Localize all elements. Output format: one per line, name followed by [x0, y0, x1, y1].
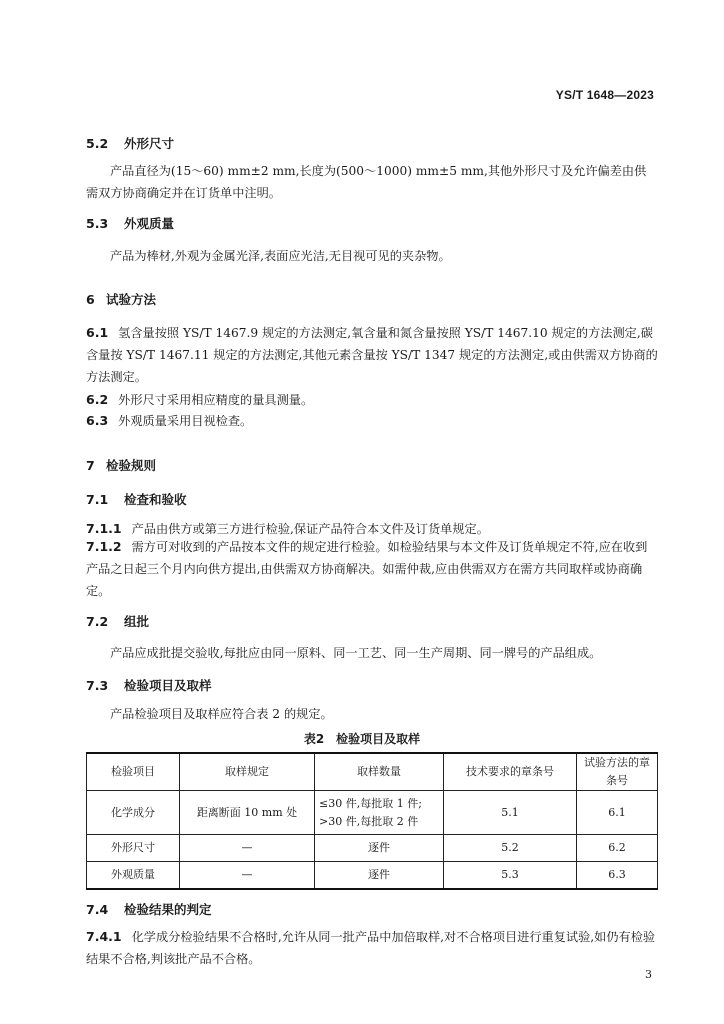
clause-number: 6.2: [86, 392, 109, 407]
section-7-2-heading: [86, 612, 149, 630]
table-cell: 外观质量: [87, 862, 180, 890]
table-row: [87, 835, 658, 862]
table-cell: —: [180, 835, 315, 862]
section-6-2: [86, 391, 313, 408]
inspection-table: [86, 752, 658, 890]
table-cell: 6.3: [577, 862, 658, 890]
clause-text: 氢含量按照 YS/T 1467.9 规定的方法测定,氧含量和氮含量按照 YS/T 1467.10 规定的方法测定,碳含量按 YS/T 1467.11 规定的方法测定,其他元素含量按 YS/T 1347 规定的方法测定,或由供需双方协商的方法测定。: [86, 326, 658, 384]
quantity-line: ≤30 件,每批取 1 件;: [319, 796, 422, 810]
table-header-cell: 检验项目: [87, 753, 180, 791]
table-cell: 5.3: [444, 862, 577, 890]
clause-number: 7.1.2: [86, 539, 122, 554]
section-number: 7.1: [86, 492, 109, 507]
section-title: 组批: [124, 614, 150, 629]
section-5-3-text: 产品为棒材,外观为金属光泽,表面应光洁,无目视可见的夹杂物。: [110, 249, 451, 263]
clause-text: 化学成分检验结果不合格时,允许从同一批产品中加倍取样,对不合格项目进行重复试验,如仍有检验结果不合格,判该批产品不合格。: [86, 930, 656, 966]
clause-text: 外形尺寸采用相应精度的量具测量。: [118, 393, 314, 407]
section-number: 5.2: [86, 136, 109, 151]
section-7-4-1: [86, 926, 658, 970]
section-5-3-heading: [86, 214, 174, 232]
table-cell: 6.2: [577, 835, 658, 862]
section-5-2-text: 产品直径为(15～60) mm±2 mm,长度为(500～1000) mm±5 mm,其他外形尺寸及允许偏差由供需双方协商确定并在订货单中注明。: [86, 164, 647, 200]
section-7-2-text: 产品应成批提交验收,每批应由同一原料、同一工艺、同一生产周期、同一牌号的产品组成。: [110, 646, 602, 660]
page-number: 3: [645, 968, 652, 981]
table-cell: —: [180, 862, 315, 890]
table-cell: 外形尺寸: [87, 835, 180, 862]
quantity-line: >30 件,每批取 2 件: [319, 814, 419, 828]
section-7-1-2: [86, 536, 658, 602]
table-header-cell: 试验方法的章条号: [577, 753, 658, 791]
table-cell: 化学成分: [87, 791, 180, 835]
clause-text: 需方可对收到的产品按本文件的规定进行检验。如检验结果与本文件及订货单规定不符,应在收到产品之日起三个月内向供方提出,由供需双方协商解决。如需仲裁,应由供需双方在需方共同取样或协商确定。: [86, 540, 648, 598]
table-cell: 5.2: [444, 835, 577, 862]
section-7-1-heading: [86, 490, 187, 508]
table-cell: 逐件: [315, 835, 444, 862]
clause-text: 产品由供方或第三方进行检验,保证产品符合本文件及订货单规定。: [131, 522, 489, 536]
clause-number: 7.1.1: [86, 521, 122, 536]
section-number: 7: [86, 458, 95, 473]
section-title: 检验规则: [106, 458, 157, 473]
table-row: [87, 862, 658, 890]
section-number: 5.3: [86, 216, 109, 231]
section-title: 检验项目及取样: [124, 678, 212, 693]
section-number: 6: [86, 292, 95, 307]
standard-number: YS/T 1648—2023: [555, 88, 654, 102]
clause-number: 6.1: [86, 325, 109, 340]
table-cell: 逐件: [315, 862, 444, 890]
section-title: 外形尺寸: [124, 136, 175, 151]
section-5-2-heading: [86, 134, 174, 152]
section-7-3-text: 产品检验项目及取样应符合表 2 的规定。: [110, 707, 333, 721]
table-header-cell: 取样规定: [180, 753, 315, 791]
table-header-row: [87, 753, 658, 791]
table-header-cell: 取样数量: [315, 753, 444, 791]
clause-number: 7.4.1: [86, 929, 122, 944]
section-title: 检验结果的判定: [124, 902, 212, 917]
section-7-1-1: [86, 520, 489, 537]
table-caption: 表2 检验项目及取样: [303, 732, 421, 746]
section-number: 7.3: [86, 678, 109, 693]
section-title: 检查和验收: [124, 492, 187, 507]
section-6-1: [86, 322, 658, 388]
section-title: 外观质量: [124, 216, 175, 231]
section-6-3: [86, 412, 252, 429]
section-title: 试验方法: [106, 292, 157, 307]
table-header-cell: 技术要求的章条号: [444, 753, 577, 791]
section-7-3-heading: [86, 676, 212, 694]
table-cell: 5.1: [444, 791, 577, 835]
table-cell: 6.1: [577, 791, 658, 835]
clause-text: 外观质量采用目视检查。: [118, 414, 253, 428]
section-7-4-heading: [86, 900, 212, 918]
table-cell-quantity: [315, 791, 444, 835]
table-cell: 距离断面 10 mm 处: [180, 791, 315, 835]
section-number: 7.2: [86, 614, 109, 629]
table-row: [87, 791, 658, 835]
section-number: 7.4: [86, 902, 109, 917]
section-7-heading: [86, 456, 156, 474]
clause-number: 6.3: [86, 413, 109, 428]
section-6-heading: [86, 290, 156, 308]
